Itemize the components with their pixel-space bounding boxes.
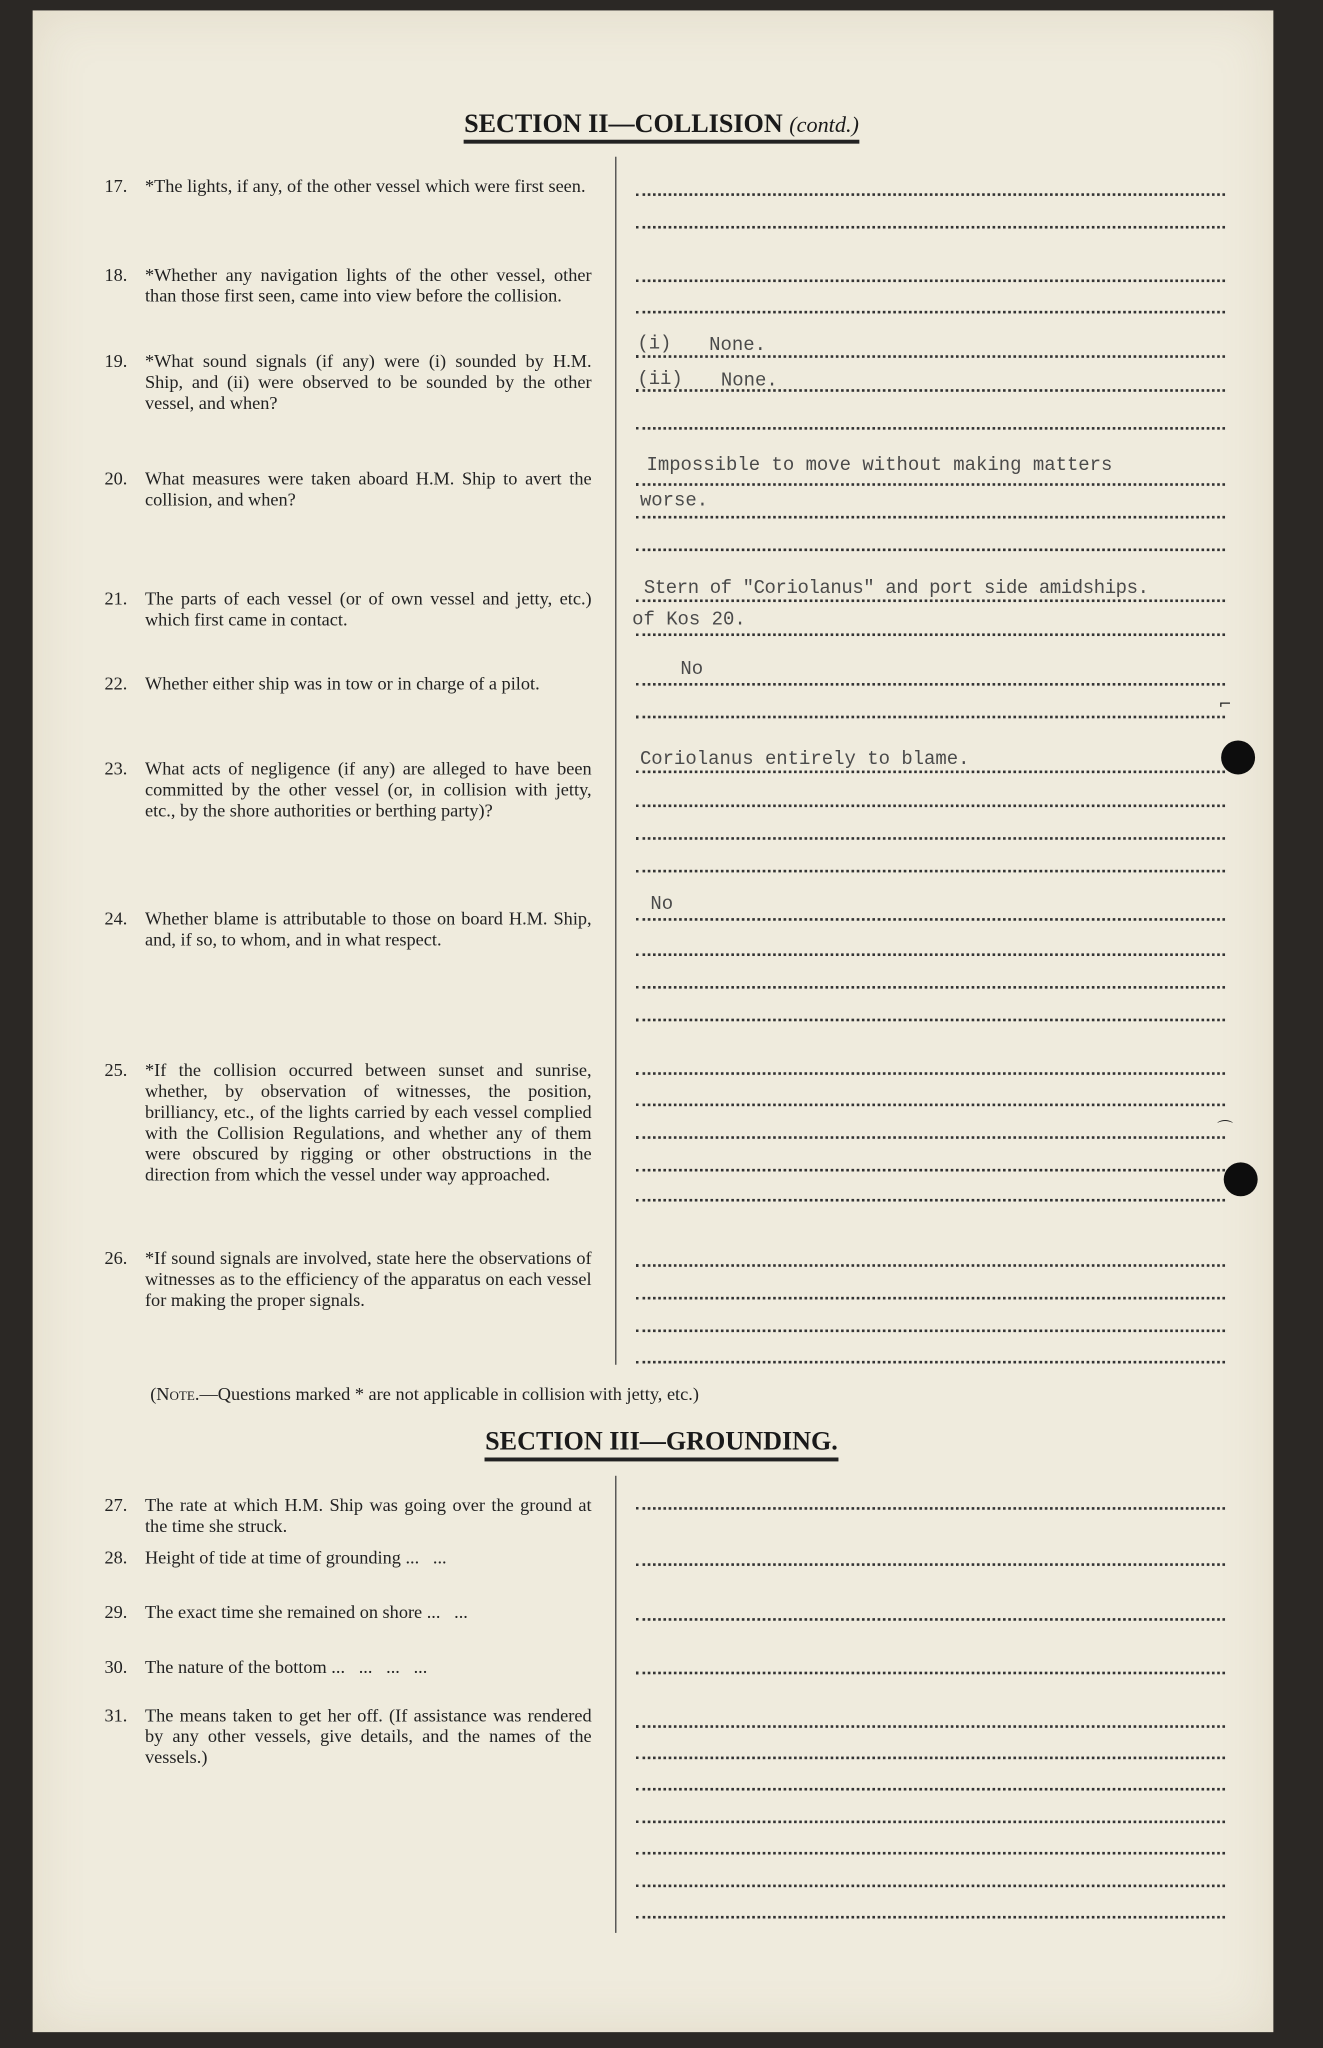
answer-line[interactable] (636, 1885, 1225, 1888)
punch-hole (1221, 741, 1255, 775)
answer-line[interactable] (636, 1297, 1225, 1300)
note: (Note.—Questions marked * are not applicable in collision with jetty, etc.) (150, 1385, 699, 1406)
answer-20-line1: Impossible to move without making matters (646, 455, 1113, 477)
answer-line[interactable] (636, 1199, 1225, 1202)
answer-line[interactable] (636, 953, 1225, 956)
answer-20-line2: worse. (639, 491, 709, 512)
question-28: 28. Height of tide at time of grounding ... ... (104, 1548, 447, 1569)
answer-line[interactable] (636, 1169, 1225, 1172)
answer-line[interactable] (636, 1361, 1225, 1364)
answer-line[interactable] (636, 311, 1225, 314)
answer-19-ii: None. (720, 370, 778, 392)
question-24: 24. Whether blame is attributable to those on board H.M. Ship, and, if so, to whom, and in what respect. (104, 910, 592, 951)
answer-line[interactable] (636, 193, 1225, 196)
answer-line[interactable] (636, 599, 1225, 602)
paper-tear-mark: ⌒ (1217, 1119, 1233, 1138)
question-25: 25. *If the collision occurred between sunset and sunrise, whether, by observation of witnesses, the position, brilliancy, etc., of the lights carried by each vessel complied with the Collision Regulations, and whether any of them were obscured by rigging or other obstructions in the direction from which the vessel under way approached. (104, 1061, 592, 1186)
answer-line[interactable] (636, 1264, 1225, 1267)
question-21: 21. The parts of each vessel (or of own vessel and jetty, etc.) which first came in contact. (104, 590, 592, 631)
question-27: 27. The rate at which H.M. Ship was going over the ground at the time she struck. (104, 1496, 592, 1538)
column-divider (615, 157, 616, 1365)
punch-hole (1224, 1162, 1258, 1196)
section-2-heading: SECTION II—COLLISION (contd.) (0, 110, 1323, 140)
question-30: 30. The nature of the bottom ... ... ... ... (104, 1658, 428, 1679)
answer-line[interactable] (636, 279, 1225, 282)
answer-19-i: None. (709, 335, 766, 357)
paper-tear-mark: ⌐ (1218, 694, 1232, 714)
answer-line[interactable] (636, 716, 1225, 719)
answer-line[interactable] (636, 683, 1225, 686)
answer-line[interactable] (636, 1618, 1225, 1621)
answer-line[interactable] (636, 633, 1225, 636)
answer-line[interactable] (636, 870, 1225, 873)
answer-22: No (680, 659, 704, 681)
answer-line[interactable] (636, 226, 1225, 229)
answer-line[interactable] (636, 1916, 1225, 1919)
answer-line[interactable] (636, 1507, 1225, 1510)
answer-23: Coriolanus entirely to blame. (639, 749, 970, 771)
answer-line[interactable] (636, 427, 1225, 430)
answer-21-line2: of Kos 20. (632, 609, 746, 631)
answer-line[interactable] (636, 549, 1225, 552)
answer-line[interactable] (636, 1019, 1225, 1022)
answer-line[interactable] (636, 986, 1225, 989)
question-29: 29. The exact time she remained on shore ... ... (104, 1603, 468, 1624)
question-19: 19. *What sound signals (if any) were (i) sounded by H.M. Ship, and (ii) were observed to be sounded by the other vessel, and when? (104, 352, 592, 415)
answer-21-line1: Stern of "Coriolanus" and port side amidships. (643, 578, 1149, 600)
answer-line[interactable] (636, 1672, 1225, 1675)
answer-line[interactable] (636, 1725, 1225, 1728)
answer-line[interactable] (636, 918, 1225, 921)
question-22: 22. Whether either ship was in tow or in charge of a pilot. (104, 675, 540, 695)
question-26: 26. *If sound signals are involved, state here the observations of witnesses as to the efficiency of the apparatus on each vessel for making the proper signals. (104, 1249, 592, 1312)
answer-line[interactable] (636, 1852, 1225, 1855)
question-31: 31. The means taken to get her off. (If assistance was rendered by any other vessels, give details, and the names of the vessels.) (104, 1706, 592, 1769)
answer-line[interactable] (636, 1104, 1225, 1107)
section-3-heading: SECTION III—GROUNDING. (0, 1427, 1323, 1457)
answer-line[interactable] (636, 1563, 1225, 1566)
answer-line[interactable] (636, 804, 1225, 807)
question-18: 18. *Whether any navigation lights of the other vessel, other than those first seen, came into view before the collision. (104, 266, 592, 307)
answer-19-ii-label: (ii) (637, 369, 683, 391)
answer-line[interactable] (636, 516, 1225, 519)
answer-line[interactable] (636, 1330, 1225, 1333)
answer-line[interactable] (636, 1136, 1225, 1139)
answer-line[interactable] (636, 837, 1225, 840)
answer-line[interactable] (636, 1788, 1225, 1791)
question-17: 17. *The lights, if any, of the other vessel which were first seen. (104, 177, 586, 198)
question-23: 23. What acts of negligence (if any) are alleged to have been committed by the other vessel (or, in collision with jetty, etc., by the shore authorities or berthing party)? (104, 760, 592, 822)
column-divider (615, 1476, 616, 1933)
answer-line[interactable] (636, 1821, 1225, 1824)
answer-line[interactable] (636, 483, 1225, 486)
answer-19-i-label: (i) (637, 334, 672, 356)
answer-line[interactable] (636, 1072, 1225, 1075)
answer-line[interactable] (636, 771, 1225, 774)
answer-24: No (650, 894, 674, 916)
answer-line[interactable] (636, 1757, 1225, 1760)
question-20: 20. What measures were taken aboard H.M. Ship to avert the collision, and when? (104, 470, 592, 511)
